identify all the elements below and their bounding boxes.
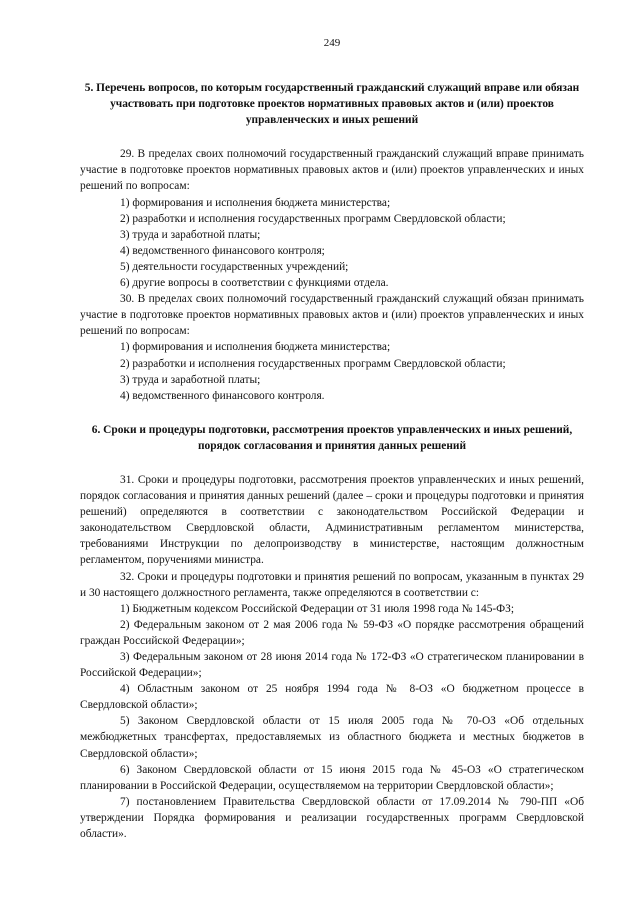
list-item: 2) разработки и исполнения государственных программ Свердловской области; [120,357,506,370]
list-item: 1) Бюджетным кодексом Российской Федерации от 31 июля 1998 года № 145-ФЗ; [120,602,515,615]
list-item: 6) Законом Свердловской области от 15 июня 2015 года № 45-ОЗ «О стратегическом планировании в Российской Федерации, осуществляемом на территории Свердловской области»; [80,763,584,792]
paragraph-30: 30. В пределах своих полномочий государственный гражданский служащий обязан принимать участие в подготовке проектов нормативных правовых актов и (или) проектов управленческих и иных решений по вопросам: [80,293,584,338]
list-item: 3) труда и заработной платы; [120,373,261,386]
paragraph-32-list [80,601,584,842]
list-item: 3) Федеральным законом от 28 июня 2014 года № 172-ФЗ «О стратегическом планировании в Российской Федерации»; [80,651,584,680]
list-item: 1) формирования и исполнения бюджета министерства; [120,341,391,354]
paragraph-29: 29. В пределах своих полномочий государственный гражданский служащий вправе принимать участие в подготовке проектов нормативных правовых актов и (или) проектов управленческих и иных решений по вопросам: [80,148,584,193]
list-item: 6) другие вопросы в соответствии с функциями отдела. [120,277,389,290]
section-6-heading: 6. Сроки и процедуры подготовки, рассмотрения проектов управленческих и иных решений, порядок согласования и принятия данных решений [91,423,573,452]
list-item: 5) Законом Свердловской области от 15 июля 2005 года № 70-ОЗ «Об отдельных межбюджетных трансфертах, предоставляемых из областного бюджета и местных бюджетов в Свердловской области»; [80,715,584,760]
paragraph-29-list [80,195,584,292]
paragraph-30-list [80,339,584,403]
page-number: 249 [323,37,341,49]
paragraph-31: 31. Сроки и процедуры подготовки, рассмотрения проектов управленческих и иных решений, порядок согласования и принятия данных решений (далее – сроки и процедуры подготовки и принятия решений) определяются в соответствии с законодательством Российской Федерации и законодательством Свердловской области, Административным регламентом министерства, требованиями Инструкции по делопроизводству в министерстве, настоящим должностным регламентом, поручениями министра. [80,473,584,567]
list-item: 4) ведомственного финансового контроля. [120,389,325,402]
list-item: 2) разработки и исполнения государственных программ Свердловской области; [120,212,506,225]
list-item: 4) ведомственного финансового контроля; [120,244,325,257]
list-item: 7) постановлением Правительства Свердловской области от 17.09.2014 № 790-ПП «Об утверждении Порядка формирования и реализации государственных программ Свердловской области». [80,795,584,841]
list-item: 3) труда и заработной платы; [120,228,261,241]
list-item: 1) формирования и исполнения бюджета министерства; [120,196,391,209]
paragraph-32: 32. Сроки и процедуры подготовки и принятия решений по вопросам, указанным в пунктах 29 и 30 настоящего должностного регламента, также определяются в соответствии с: [80,570,584,599]
section-5-heading: 5. Перечень вопросов, по которым государственный гражданский служащий вправе или обязан участвовать при подготовке проектов нормативных правовых актов и (или) проектов управленческих и иных решений [84,82,580,127]
list-item: 5) деятельности государственных учреждений; [120,260,349,273]
list-item: 2) Федеральным законом от 2 мая 2006 года № 59-ФЗ «О порядке рассмотрения обращений граждан Российской Федерации»; [80,618,584,647]
list-item: 4) Областным законом от 25 ноября 1994 года № 8-ОЗ «О бюджетном процессе в Свердловской области»; [80,683,584,712]
